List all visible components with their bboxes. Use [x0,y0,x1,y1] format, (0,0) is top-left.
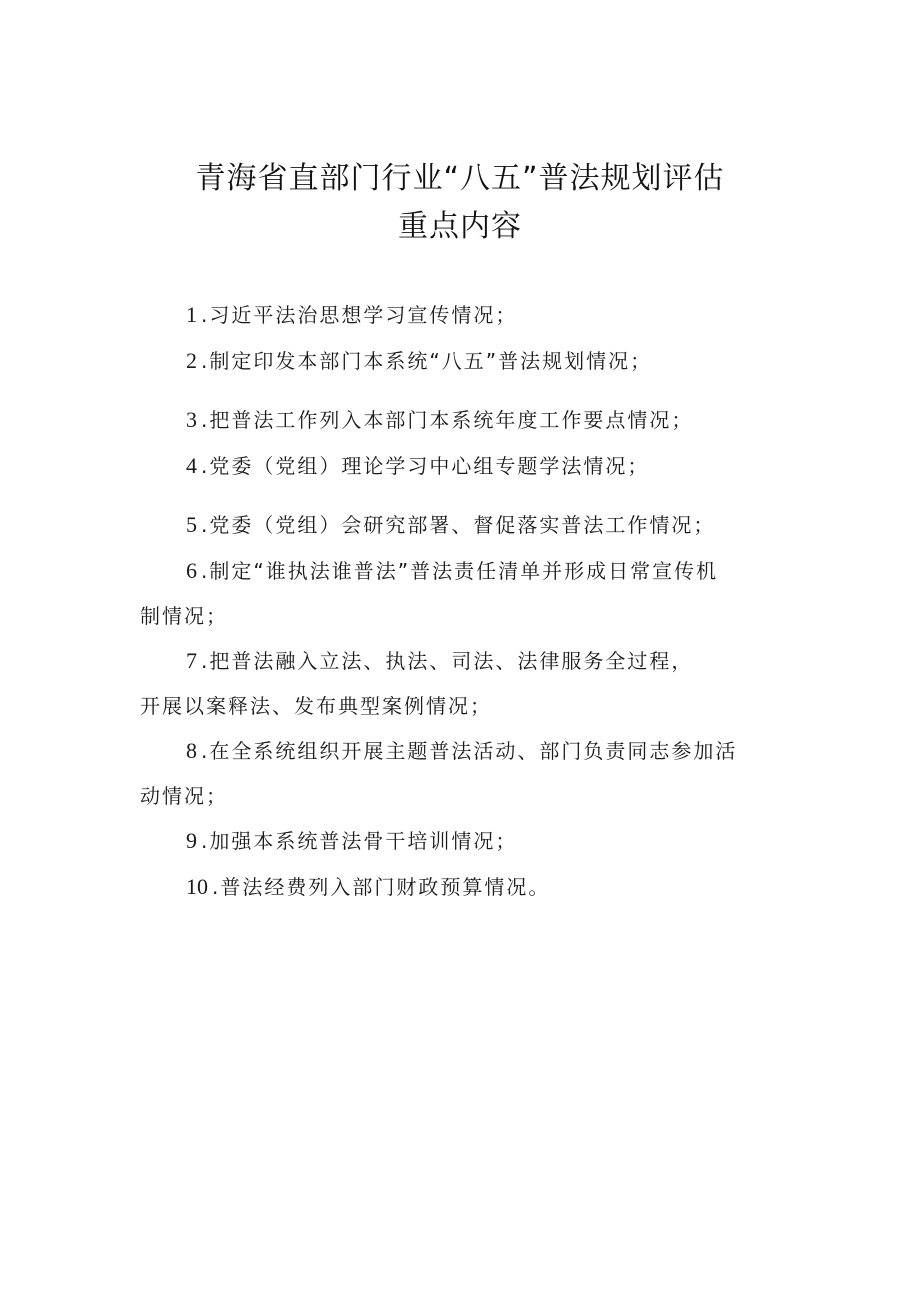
list-item [186,302,517,328]
item-text: .普法经费列入部门财政预算情况。 [212,875,551,899]
item-text: .把普法工作列入本部门本系统年度工作要点情况； [201,408,694,432]
item-number: 9 [186,828,197,853]
list-item [186,738,737,764]
list-item [186,407,693,433]
list-item [186,453,649,479]
list-item-continuation: 动情况； [140,784,228,808]
list-item [186,874,550,900]
item-text: .党委（党组）会研究部署、督促落实普法工作情况； [201,513,716,537]
list-item [186,648,693,674]
document-title-line1: 青海省直部门行业“八五”普法规划评估 [195,161,725,196]
item-text: .加强本系统普法骨干培训情况； [201,829,518,853]
list-item [186,828,517,854]
item-text: .在全系统组织开展主题普法活动、部门负责同志参加活 [201,739,738,763]
item-number: 1 [186,302,197,327]
item-number: 2 [186,348,197,373]
list-item [186,512,715,538]
item-text: .制定“谁执法谁普法”普法责任清单并形成日常宣传机 [201,559,719,583]
item-number: 10 [186,874,208,899]
item-number: 5 [186,512,197,537]
list-item-continuation: 开展以案释法、发布典型案例情况； [140,694,492,718]
list-item [186,348,652,374]
item-text: .习近平法治思想学习宣传情况； [201,303,518,327]
item-number: 8 [186,738,197,763]
item-text: .制定印发本部门本系统“八五”普法规划情况； [201,349,653,373]
item-number: 6 [186,558,197,583]
document-title-line2: 重点内容 [398,209,522,244]
item-text: .把普法融入立法、执法、司法、法律服务全过程， [201,649,694,673]
list-item-continuation: 制情况； [140,604,228,628]
item-number: 7 [186,648,197,673]
item-number: 4 [186,453,197,478]
item-text: .党委（党组）理论学习中心组专题学法情况； [201,454,650,478]
list-item [186,558,718,584]
item-number: 3 [186,407,197,432]
